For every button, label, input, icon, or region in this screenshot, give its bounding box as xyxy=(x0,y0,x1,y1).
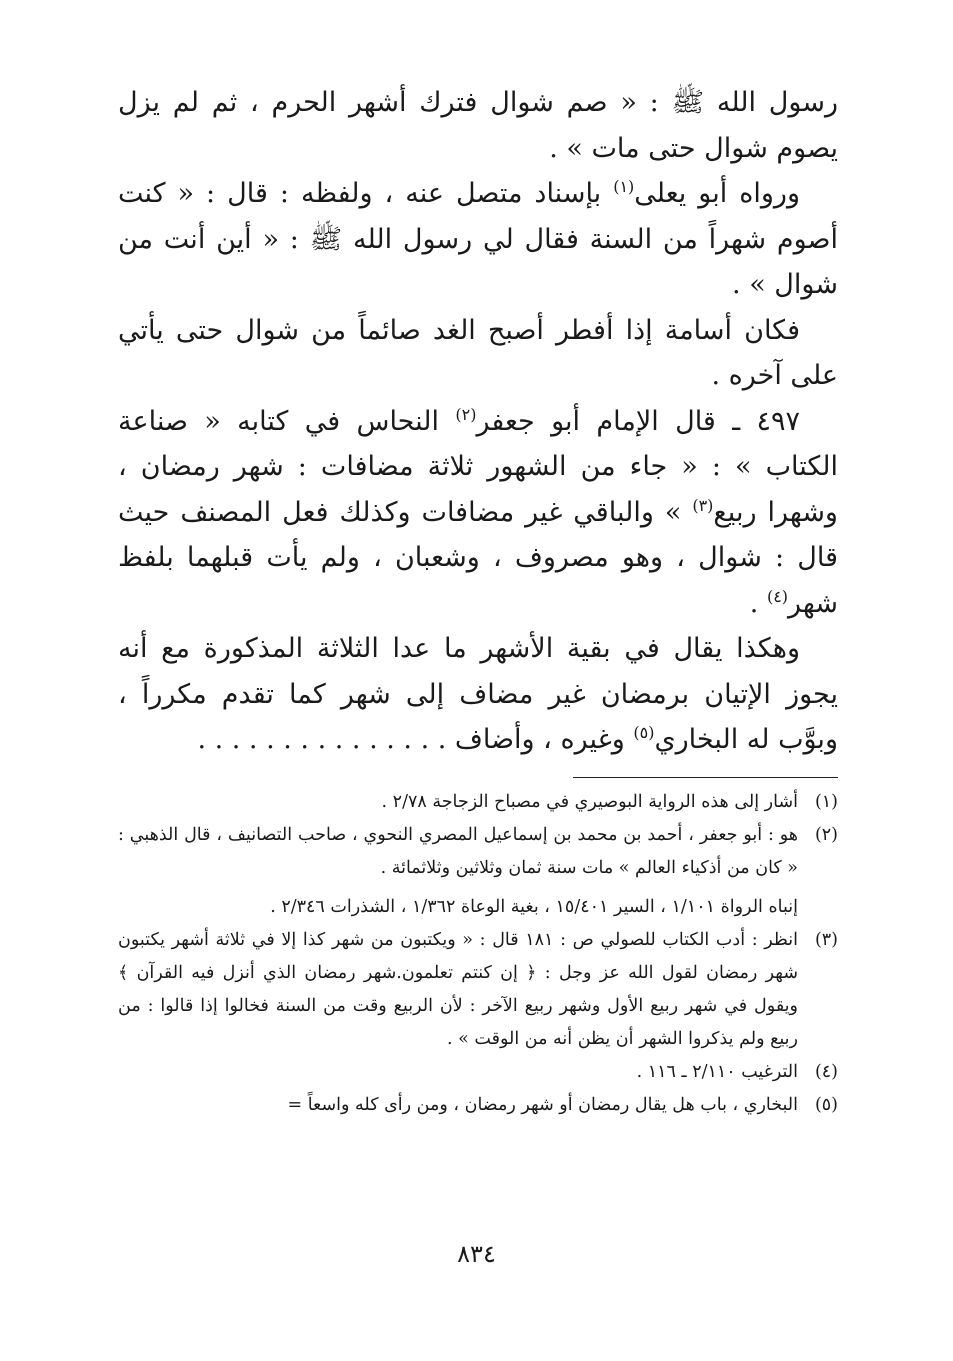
footnote-ref-4[interactable]: (٤) xyxy=(766,586,789,606)
footnote-1 xyxy=(118,786,838,819)
footnote-text: أشار إلى هذه الرواية البوصيري في مصباح الزجاجة ٢/٧٨ . xyxy=(381,791,798,812)
paragraph-5-text-a: وهكذا يقال في بقية الأشهر ما عدا الثلاثة المذكورة مع أنه يجوز الإتيان برمضان غير مضاف إلى شهر كما تقدم مكرراً ، وبوَّب له البخاري xyxy=(118,633,838,755)
footnote-5 xyxy=(118,1089,838,1122)
paragraph-2-text-b: بإسناد متصل عنه ، ولفظه : قال : « كنت أصوم شهراً من السنة فقال لي رسول الله ﷺ : « أين أنت من شوال » . xyxy=(118,178,838,300)
footnote-3 xyxy=(118,924,838,1056)
footnote-ref-2[interactable]: (٢) xyxy=(455,404,477,424)
paragraph-2-text-a: ورواه أبو يعلى xyxy=(634,178,800,209)
footnotes xyxy=(118,786,838,1122)
paragraph-3: فكان أسامة إذا أفطر أصبح الغد صائماً من شوال حتى يأتي على آخره . xyxy=(118,314,838,391)
paragraph-2 xyxy=(118,171,838,308)
paragraph-5 xyxy=(118,626,838,763)
paragraph-5-text-b: وغيره ، وأضاف . . . . . . . . . . . . . . . xyxy=(197,724,634,755)
footnote-text: البخاري ، باب هل يقال رمضان أو شهر رمضان ، ومن رأى كله واسعاً = xyxy=(287,1094,798,1115)
footnote-4 xyxy=(118,1056,838,1089)
footnote-2 xyxy=(118,819,838,885)
footnote-text: انظر : أدب الكتاب للصولي ص : ١٨١ قال : « ويكتبون من شهر كذا إلا في ثلاثة أشهر يكتبون شهر رمضان لقول الله عز وجل : ﴿ إن كنتم تعلمون.شهر رمضان الذي أنزل فيه القرآن ﴾ ويقول في شهر ربيع الأول وشهر ربيع الآخر : لأن الربيع وقت من السنة فخالوا إذا قالوا : من ربيع ولم يذكروا الشهر أن يظن أنه من الوقت » . xyxy=(118,929,798,1049)
footnote-text: هو : أبو جعفر ، أحمد بن محمد بن إسماعيل المصري النحوي ، صاحب التصانيف ، قال الذهبي : « كان من أذكياء العالم » مات سنة ثمان وثلاثين وثلاثمائة . xyxy=(118,824,798,878)
footnote-ref-5[interactable]: (٥) xyxy=(633,723,655,742)
paragraph-4-text-a: ٤٩٧ ـ قال الإمام أبو جعفر xyxy=(476,405,800,437)
footnote-text: الترغيب ٢/١١٠ ـ ١١٦ . xyxy=(636,1061,798,1082)
paragraph-4 xyxy=(118,399,838,627)
footnote-number: (٢) xyxy=(814,824,838,845)
footnote-number: (١) xyxy=(814,791,838,812)
footnote-number: (٣) xyxy=(814,929,838,950)
footnote-2-sources: إنباه الرواة ١/١٠١ ، السير ١٥/٤٠١ ، بغية الوعاة ١/٣٦٢ ، الشذرات ٢/٣٤٦ . xyxy=(270,896,798,917)
footnote-separator xyxy=(573,777,838,778)
footnote-ref-3[interactable]: (٣) xyxy=(692,495,714,515)
page-number: ٨٣٤ xyxy=(457,1240,496,1268)
paragraph-1: رسول الله ﷺ : « صم شوال فترك أشهر الحرم ، ثم لم يزل يصوم شوال حتى مات » . xyxy=(118,87,838,164)
footnote-ref-1[interactable]: (١) xyxy=(613,177,635,196)
main-text xyxy=(118,80,838,763)
paragraph-4-text-c: » والباقي غير مضافات وكذلك فعل المصنف حيث قال : شوال ، وهو مصروف ، وشعبان ، ولم يأت قبلهما بلفظ شهر xyxy=(118,496,838,619)
page-body xyxy=(118,80,838,1122)
paragraph-4-text-d: . xyxy=(749,587,767,619)
footnote-number: (٥) xyxy=(814,1094,838,1115)
footnote-number: (٤) xyxy=(814,1061,838,1082)
paragraph-4-text-b: النحاس في كتابه « صناعة الكتاب » : « جاء من الشهور ثلاثة مضافات : شهر رمضان ، وشهرا ربيع xyxy=(118,405,838,528)
